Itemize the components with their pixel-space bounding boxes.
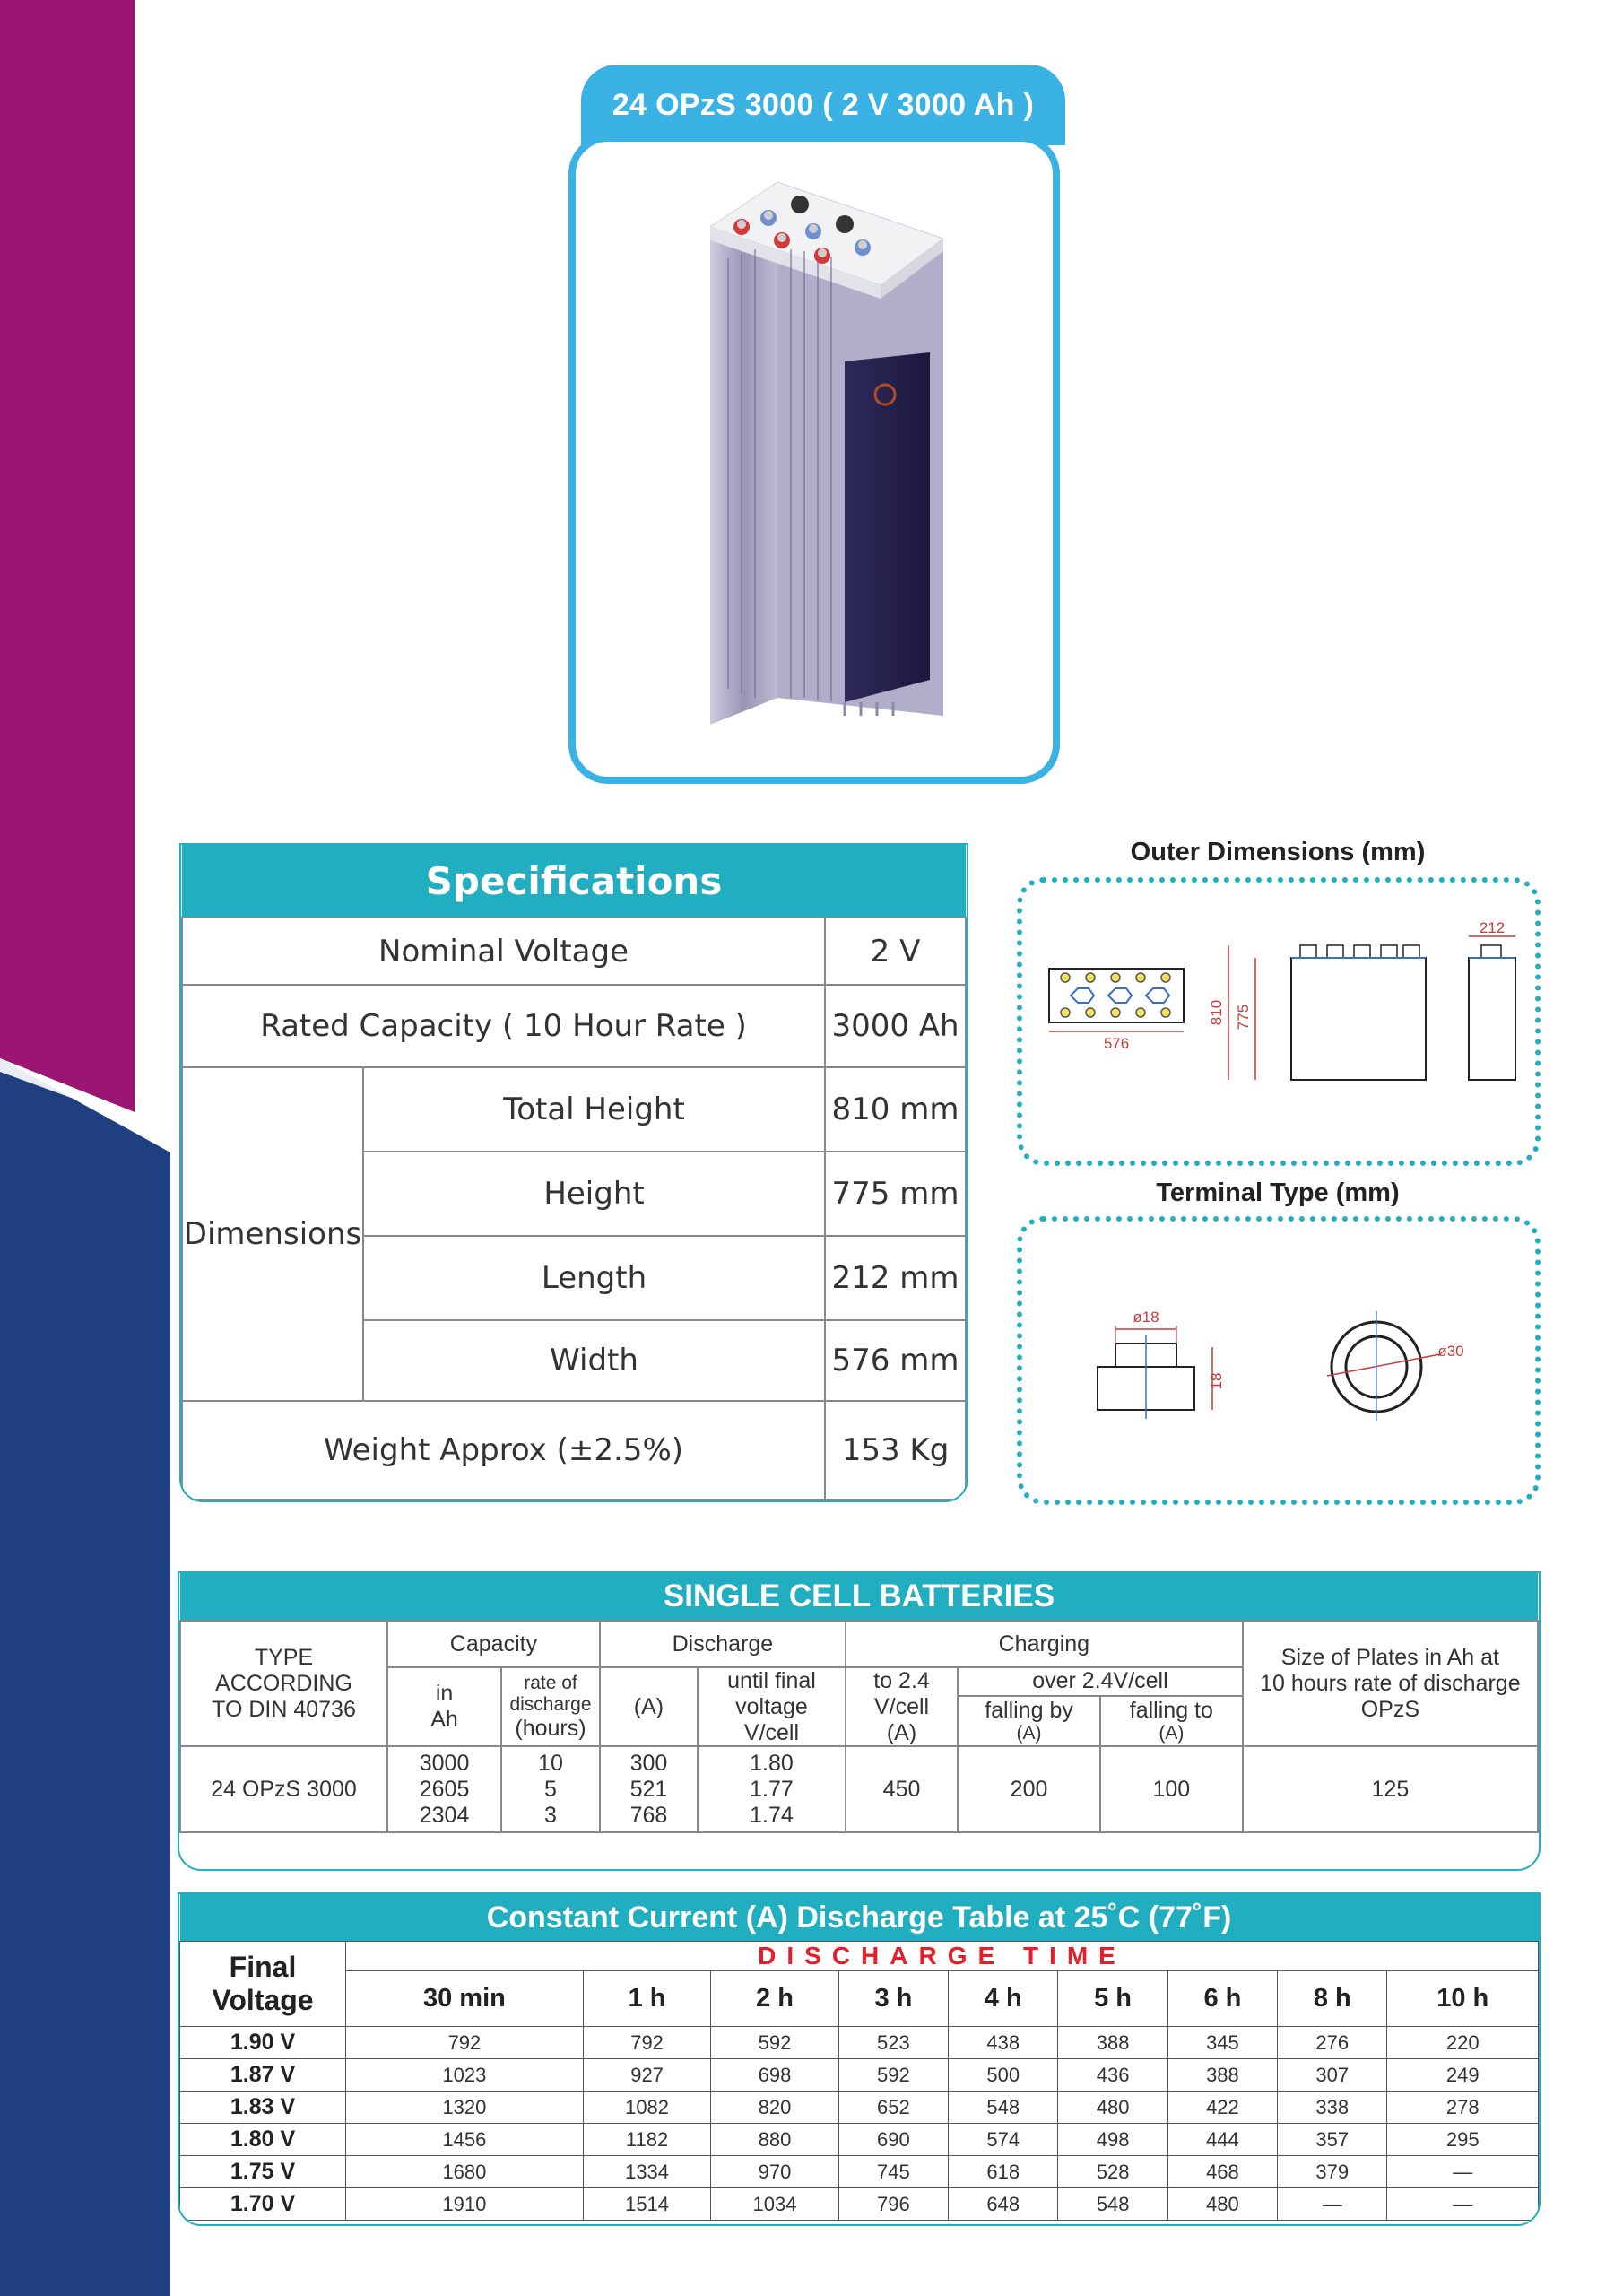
discharge-table-title: Constant Current (A) Discharge Table at 25˚C (77˚F) — [180, 1894, 1539, 1942]
current-cell: 548 — [1058, 2188, 1167, 2221]
final-voltage-header-line: Voltage — [212, 1984, 314, 2016]
current-cell: 792 — [583, 2027, 710, 2059]
current-cell: 388 — [1058, 2027, 1167, 2059]
plates-header-line: Size of Plates in Ah at — [1280, 1645, 1499, 1670]
current-cell: 1082 — [583, 2092, 710, 2124]
current-cell: — — [1387, 2156, 1539, 2188]
current-cell: 422 — [1167, 2092, 1277, 2124]
current-cell: 500 — [949, 2059, 1058, 2092]
current-cell: 438 — [949, 2027, 1058, 2059]
final-voltage-cell: 1.87 V — [180, 2059, 346, 2092]
capacity-rate-line: discharge — [509, 1693, 592, 1715]
dimensions-label: Dimensions — [182, 1067, 363, 1401]
final-voltage-cell: 1.75 V — [180, 2156, 346, 2188]
spec-value: 212 mm — [825, 1236, 966, 1320]
table-row — [180, 2156, 1539, 2188]
current-cell: 338 — [1278, 2092, 1387, 2124]
final-voltage-cell: 1.80 V — [180, 2124, 346, 2156]
current-cell: 1182 — [583, 2124, 710, 2156]
current-cell: 618 — [949, 2156, 1058, 2188]
table-row — [180, 2092, 1539, 2124]
current-cell: 820 — [711, 2092, 838, 2124]
current-cell: 592 — [838, 2059, 948, 2092]
capacity-value: 3000 — [419, 1751, 470, 1777]
spec-label: Total Height — [363, 1067, 825, 1152]
spec-value: 153 Kg — [825, 1401, 966, 1500]
final-voltage-cell: 1.83 V — [180, 2092, 346, 2124]
current-cell: 436 — [1058, 2059, 1167, 2092]
rate-value: 10 — [538, 1751, 563, 1777]
dim-top-width: 576 — [1103, 1035, 1130, 1052]
current-cell: 970 — [711, 2156, 838, 2188]
table-row — [180, 2059, 1539, 2092]
charging-to-24-line: to 2.4 — [873, 1668, 930, 1693]
current-cell: 220 — [1387, 2027, 1539, 2059]
charging-falling-to — [1100, 1696, 1243, 1747]
dim-height: 775 — [1235, 1004, 1252, 1031]
column-header: 8 h — [1278, 1971, 1387, 2027]
table-row — [180, 1746, 1538, 1832]
current-cell: 480 — [1167, 2188, 1277, 2221]
spec-label: Rated Capacity ( 10 Hour Rate ) — [182, 985, 825, 1067]
discharge-value: 768 — [629, 1802, 668, 1828]
current-cell: 480 — [1058, 2092, 1167, 2124]
falling-to-line: falling to — [1129, 1697, 1213, 1723]
falling-to-line: (A) — [1159, 1723, 1185, 1744]
current-cell: 345 — [1167, 2027, 1277, 2059]
discharge-time-label — [346, 1942, 1539, 1971]
type-header-line: TYPE — [254, 1645, 314, 1670]
spec-label: Nominal Voltage — [182, 918, 825, 985]
current-cell: 498 — [1058, 2124, 1167, 2156]
charging-over-24: over 2.4V/cell — [958, 1667, 1243, 1696]
type-header — [180, 1621, 387, 1746]
terminal-type-drawing — [1022, 1222, 1535, 1500]
spec-value: 810 mm — [825, 1067, 966, 1152]
capacity-rate-line: (hours) — [515, 1715, 586, 1741]
dim-total-height: 810 — [1208, 999, 1225, 1026]
spec-value: 3000 Ah — [825, 985, 966, 1067]
terminal-height: 18 — [1208, 1372, 1225, 1390]
current-cell: 745 — [838, 2156, 948, 2188]
discharge-values — [600, 1746, 698, 1832]
rate-value: 5 — [544, 1776, 557, 1802]
current-cell: 574 — [949, 2124, 1058, 2156]
terminal-type-caption: Terminal Type (mm) — [1156, 1178, 1400, 1207]
column-header: 2 h — [711, 1971, 838, 2027]
spec-row — [182, 985, 966, 1067]
current-cell: 523 — [838, 2027, 948, 2059]
current-cell: 249 — [1387, 2059, 1539, 2092]
current-cell: 1320 — [346, 2092, 584, 2124]
discharge-final-line: until final — [727, 1668, 816, 1693]
final-voltage-cell: 1.70 V — [180, 2188, 346, 2221]
current-cell: 468 — [1167, 2156, 1277, 2188]
capacity-values — [387, 1746, 501, 1832]
capacity-rate — [501, 1667, 600, 1746]
plates-header-line: OPzS — [1360, 1696, 1420, 1722]
current-cell: 379 — [1278, 2156, 1387, 2188]
type-header-line: TO DIN 40736 — [212, 1696, 356, 1722]
capacity-in-ah-line: Ah — [430, 1707, 458, 1733]
charging-to-24-line: V/cell — [873, 1693, 930, 1719]
table-row — [180, 2124, 1539, 2156]
current-cell: 592 — [711, 2027, 838, 2059]
plates-header — [1243, 1621, 1538, 1746]
current-cell: 1456 — [346, 2124, 584, 2156]
terminal-diameter-top: ø30 — [1437, 1343, 1464, 1360]
falling-by-value: 200 — [958, 1746, 1100, 1832]
spec-label: Width — [363, 1320, 825, 1401]
capacity-rate-line: rate of — [524, 1672, 577, 1693]
product-title: 24 OPzS 3000 ( 2 V 3000 Ah ) — [612, 87, 1035, 122]
current-cell: 880 — [711, 2124, 838, 2156]
current-cell: — — [1278, 2188, 1387, 2221]
outer-dimensions-drawing — [1022, 883, 1535, 1161]
final-voltage-header — [180, 1942, 346, 2027]
current-cell: 1910 — [346, 2188, 584, 2221]
current-cell: 278 — [1387, 2092, 1539, 2124]
current-cell: 307 — [1278, 2059, 1387, 2092]
spec-label: Length — [363, 1236, 825, 1320]
side-decoration — [0, 0, 179, 2296]
final-voltage-cell: 1.90 V — [180, 2027, 346, 2059]
current-cell: 1334 — [583, 2156, 710, 2188]
capacity-header: Capacity — [387, 1621, 600, 1667]
discharge-table — [178, 1892, 1541, 2226]
table-row — [180, 2027, 1539, 2059]
final-voltage-value: 1.77 — [750, 1776, 794, 1802]
current-cell: 1514 — [583, 2188, 710, 2221]
discharge-final-line: voltage — [735, 1693, 808, 1719]
discharge-amps: (A) — [600, 1667, 698, 1746]
final-voltage-value: 1.80 — [750, 1751, 794, 1777]
product-image-frame — [568, 135, 1060, 784]
column-header: 5 h — [1058, 1971, 1167, 2027]
current-cell: 295 — [1387, 2124, 1539, 2156]
table-row — [180, 2188, 1539, 2221]
final-voltage-value: 1.74 — [750, 1802, 794, 1828]
column-header: 4 h — [949, 1971, 1058, 2027]
current-cell: 927 — [583, 2059, 710, 2092]
column-header: 10 h — [1387, 1971, 1539, 2027]
current-cell: — — [1387, 2188, 1539, 2221]
capacity-value: 2304 — [419, 1802, 470, 1828]
final-voltage-values — [698, 1746, 846, 1832]
product-title-tab — [581, 65, 1065, 145]
current-cell: 357 — [1278, 2124, 1387, 2156]
outer-dimensions-caption: Outer Dimensions (mm) — [1130, 838, 1426, 866]
spec-value: 775 mm — [825, 1152, 966, 1236]
current-cell: 1023 — [346, 2059, 584, 2092]
current-cell: 792 — [346, 2027, 584, 2059]
battery-image — [576, 142, 1053, 777]
discharge-time-text: DISCHARGE TIME — [758, 1942, 1126, 1970]
spec-label: Weight Approx (±2.5%) — [182, 1401, 825, 1500]
charging-header: Charging — [846, 1621, 1243, 1667]
current-cell: 1034 — [711, 2188, 838, 2221]
current-cell: 652 — [838, 2092, 948, 2124]
rate-values — [501, 1746, 600, 1832]
plates-value: 125 — [1243, 1746, 1538, 1832]
discharge-header: Discharge — [600, 1621, 846, 1667]
specifications-title: Specifications — [182, 845, 966, 918]
spec-label: Height — [363, 1152, 825, 1236]
column-header: 6 h — [1167, 1971, 1277, 2027]
type-value: 24 OPzS 3000 — [180, 1746, 387, 1832]
current-cell: 690 — [838, 2124, 948, 2156]
single-cell-table — [178, 1571, 1541, 1871]
dim-side-length: 212 — [1479, 919, 1506, 936]
spec-row — [182, 1401, 966, 1500]
falling-by-line: falling by — [985, 1697, 1073, 1723]
column-header: 3 h — [838, 1971, 948, 2027]
spec-row — [182, 918, 966, 985]
rate-value: 3 — [544, 1802, 557, 1828]
terminal-type-box — [1017, 1216, 1541, 1505]
current-cell: 444 — [1167, 2124, 1277, 2156]
spec-row — [182, 1067, 966, 1152]
current-cell: 1680 — [346, 2156, 584, 2188]
single-cell-title: SINGLE CELL BATTERIES — [180, 1573, 1538, 1621]
column-header: 30 min — [346, 1971, 584, 2027]
spec-value: 576 mm — [825, 1320, 966, 1401]
discharge-column-headers — [180, 1971, 1539, 2027]
charging-to-24 — [846, 1667, 958, 1746]
current-cell: 276 — [1278, 2027, 1387, 2059]
current-cell: 528 — [1058, 2156, 1167, 2188]
to24-value: 450 — [846, 1746, 958, 1832]
final-voltage-header-line: Final — [229, 1951, 297, 1984]
current-cell: 648 — [949, 2188, 1058, 2221]
outer-dimensions-box — [1017, 877, 1541, 1166]
spec-value: 2 V — [825, 918, 966, 985]
discharge-value: 300 — [629, 1751, 668, 1777]
column-header: 1 h — [583, 1971, 710, 2027]
charging-to-24-line: (A) — [886, 1719, 917, 1745]
capacity-in-ah-line: in — [435, 1681, 454, 1707]
falling-by-line: (A) — [1016, 1723, 1042, 1744]
type-header-line: ACCORDING — [215, 1670, 352, 1696]
capacity-in-ah — [387, 1667, 501, 1746]
terminal-diameter-side: ø18 — [1133, 1309, 1159, 1326]
discharge-value: 521 — [629, 1776, 668, 1802]
capacity-value: 2605 — [419, 1776, 470, 1802]
falling-to-value: 100 — [1100, 1746, 1243, 1832]
current-cell: 796 — [838, 2188, 948, 2221]
discharge-final-line: V/cell — [743, 1719, 800, 1745]
current-cell: 548 — [949, 2092, 1058, 2124]
current-cell: 698 — [711, 2059, 838, 2092]
specifications-table — [179, 843, 968, 1502]
plates-header-line: 10 hours rate of discharge — [1260, 1670, 1521, 1696]
discharge-final-voltage — [698, 1667, 846, 1746]
current-cell: 388 — [1167, 2059, 1277, 2092]
charging-falling-by — [958, 1696, 1100, 1747]
